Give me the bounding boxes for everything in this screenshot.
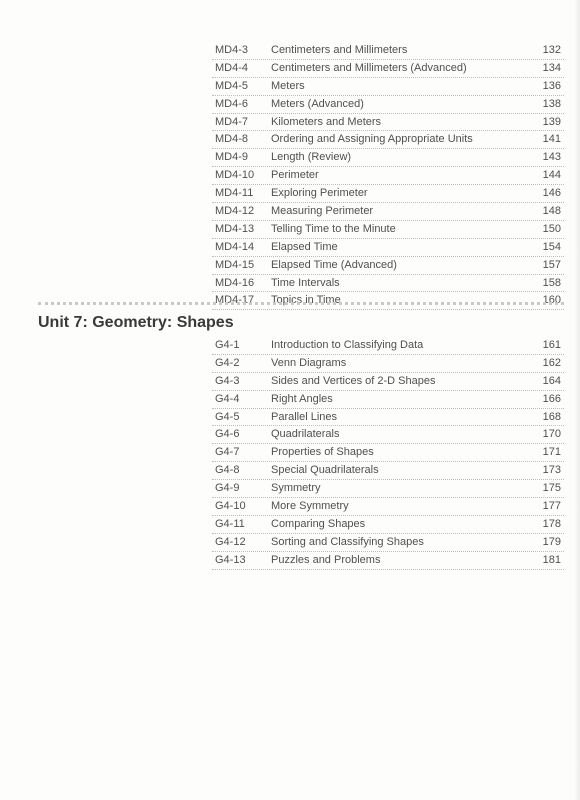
lesson-code: G4-12 [215,535,246,548]
lesson-title: Quadrilaterals [271,428,340,441]
measurement-toc-table [212,42,564,310]
toc-row [212,114,564,132]
lesson-title: Properties of Shapes [271,446,374,459]
lesson-code: G4-7 [215,446,240,459]
lesson-code: MD4-9 [215,151,249,164]
toc-row [212,462,564,480]
unit-heading: Unit 7: Geometry: Shapes [38,314,234,331]
lesson-code: MD4-14 [215,240,255,253]
lesson-page-number: 138 [542,97,561,110]
lesson-code: MD4-3 [215,44,249,56]
lesson-code: G4-2 [215,356,240,369]
lesson-code: G4-5 [215,410,240,423]
lesson-page-number: 143 [542,151,561,164]
toc-row [212,373,564,391]
toc-row [212,498,564,516]
toc-row [212,409,564,427]
lesson-page-number: 170 [542,428,561,441]
lesson-page-number: 136 [542,79,561,92]
lesson-title: Symmetry [271,482,321,495]
lesson-code: G4-13 [215,553,246,566]
toc-row [212,426,564,444]
lesson-page-number: 134 [542,61,561,74]
toc-row [212,355,564,373]
lesson-title: Meters (Advanced) [271,97,364,110]
toc-row [212,60,564,78]
lesson-page-number: 161 [542,339,561,351]
lesson-code: G4-1 [215,339,240,351]
toc-row [212,480,564,498]
lesson-page-number: 148 [542,205,561,218]
lesson-page-number: 166 [542,392,561,405]
page-edge-shadow [574,0,580,800]
lesson-page-number: 139 [542,115,561,128]
lesson-page-number: 181 [542,553,561,566]
toc-row [212,257,564,275]
lesson-code: G4-9 [215,482,240,495]
lesson-page-number: 162 [542,356,561,369]
toc-row [212,78,564,96]
lesson-code: G4-4 [215,392,240,405]
lesson-code: MD4-7 [215,115,249,128]
lesson-title: Venn Diagrams [271,356,347,369]
lesson-code: G4-8 [215,464,240,477]
lesson-title: More Symmetry [271,500,349,513]
lesson-title: Ordering and Assigning Appropriate Units [271,133,473,146]
lesson-code: MD4-6 [215,97,249,110]
lesson-code: MD4-10 [215,169,255,182]
toc-row [212,131,564,149]
lesson-code: MD4-11 [215,187,254,200]
lesson-title: Topics in Time [271,294,341,307]
lesson-code: MD4-12 [215,205,255,218]
toc-row [212,239,564,257]
toc-row [212,337,564,355]
lesson-code: MD4-13 [215,222,255,235]
lesson-title: Length (Review) [271,151,352,164]
lesson-title: Exploring Perimeter [271,187,368,200]
lesson-code: G4-11 [215,517,245,530]
lesson-page-number: 144 [542,169,561,182]
lesson-title: Elapsed Time [271,240,338,253]
toc-row [212,167,564,185]
lesson-title: Parallel Lines [271,410,338,423]
lesson-code: MD4-8 [215,133,249,146]
lesson-page-number: 157 [542,258,561,271]
lesson-title: Telling Time to the Minute [271,222,396,235]
lesson-page-number: 146 [542,187,561,200]
lesson-code: MD4-16 [215,276,255,289]
lesson-title: Centimeters and Millimeters [271,44,408,56]
lesson-code: G4-3 [215,374,240,387]
lesson-page-number: 150 [542,222,561,235]
lesson-title: Perimeter [271,169,319,182]
lesson-page-number: 154 [542,240,561,253]
toc-row [212,42,564,60]
lesson-code: MD4-5 [215,79,249,92]
lesson-page-number: 160 [542,294,561,307]
lesson-code: G4-10 [215,500,246,513]
toc-row [212,552,564,570]
lesson-title: Introduction to Classifying Data [271,339,424,351]
toc-row [212,534,564,552]
lesson-title: Puzzles and Problems [271,553,381,566]
lesson-page-number: 175 [542,482,561,495]
lesson-page-number: 177 [542,500,561,513]
lesson-title: Centimeters and Millimeters (Advanced) [271,61,467,74]
toc-row [212,96,564,114]
lesson-code: MD4-15 [215,258,255,271]
lesson-code: G4-6 [215,428,240,441]
toc-row [212,275,564,293]
lesson-page-number: 173 [542,464,561,477]
toc-row [212,391,564,409]
lesson-page-number: 179 [542,535,561,548]
lesson-page-number: 168 [542,410,561,423]
lesson-title: Sorting and Classifying Shapes [271,535,424,548]
lesson-title: Measuring Perimeter [271,205,374,218]
lesson-title: Time Intervals [271,276,340,289]
lesson-title: Kilometers and Meters [271,115,382,128]
unit-divider [38,302,564,305]
lesson-title: Comparing Shapes [271,517,366,530]
lesson-title: Special Quadrilaterals [271,464,379,477]
toc-row [212,444,564,462]
lesson-page-number: 158 [542,276,561,289]
toc-row [212,203,564,221]
geometry-toc-table [212,337,564,570]
lesson-page-number: 132 [542,44,561,56]
lesson-page-number: 164 [542,374,561,387]
lesson-title: Sides and Vertices of 2-D Shapes [271,374,436,387]
toc-row [212,221,564,239]
lesson-title: Elapsed Time (Advanced) [271,258,397,271]
lesson-code: MD4-4 [215,61,249,74]
lesson-page-number: 178 [542,517,561,530]
lesson-title: Meters [271,79,305,92]
toc-row [212,516,564,534]
lesson-code: MD4-17 [215,294,255,307]
toc-row [212,185,564,203]
lesson-page-number: 141 [542,133,561,146]
lesson-title: Right Angles [271,392,333,405]
lesson-page-number: 171 [542,446,561,459]
toc-row [212,149,564,167]
